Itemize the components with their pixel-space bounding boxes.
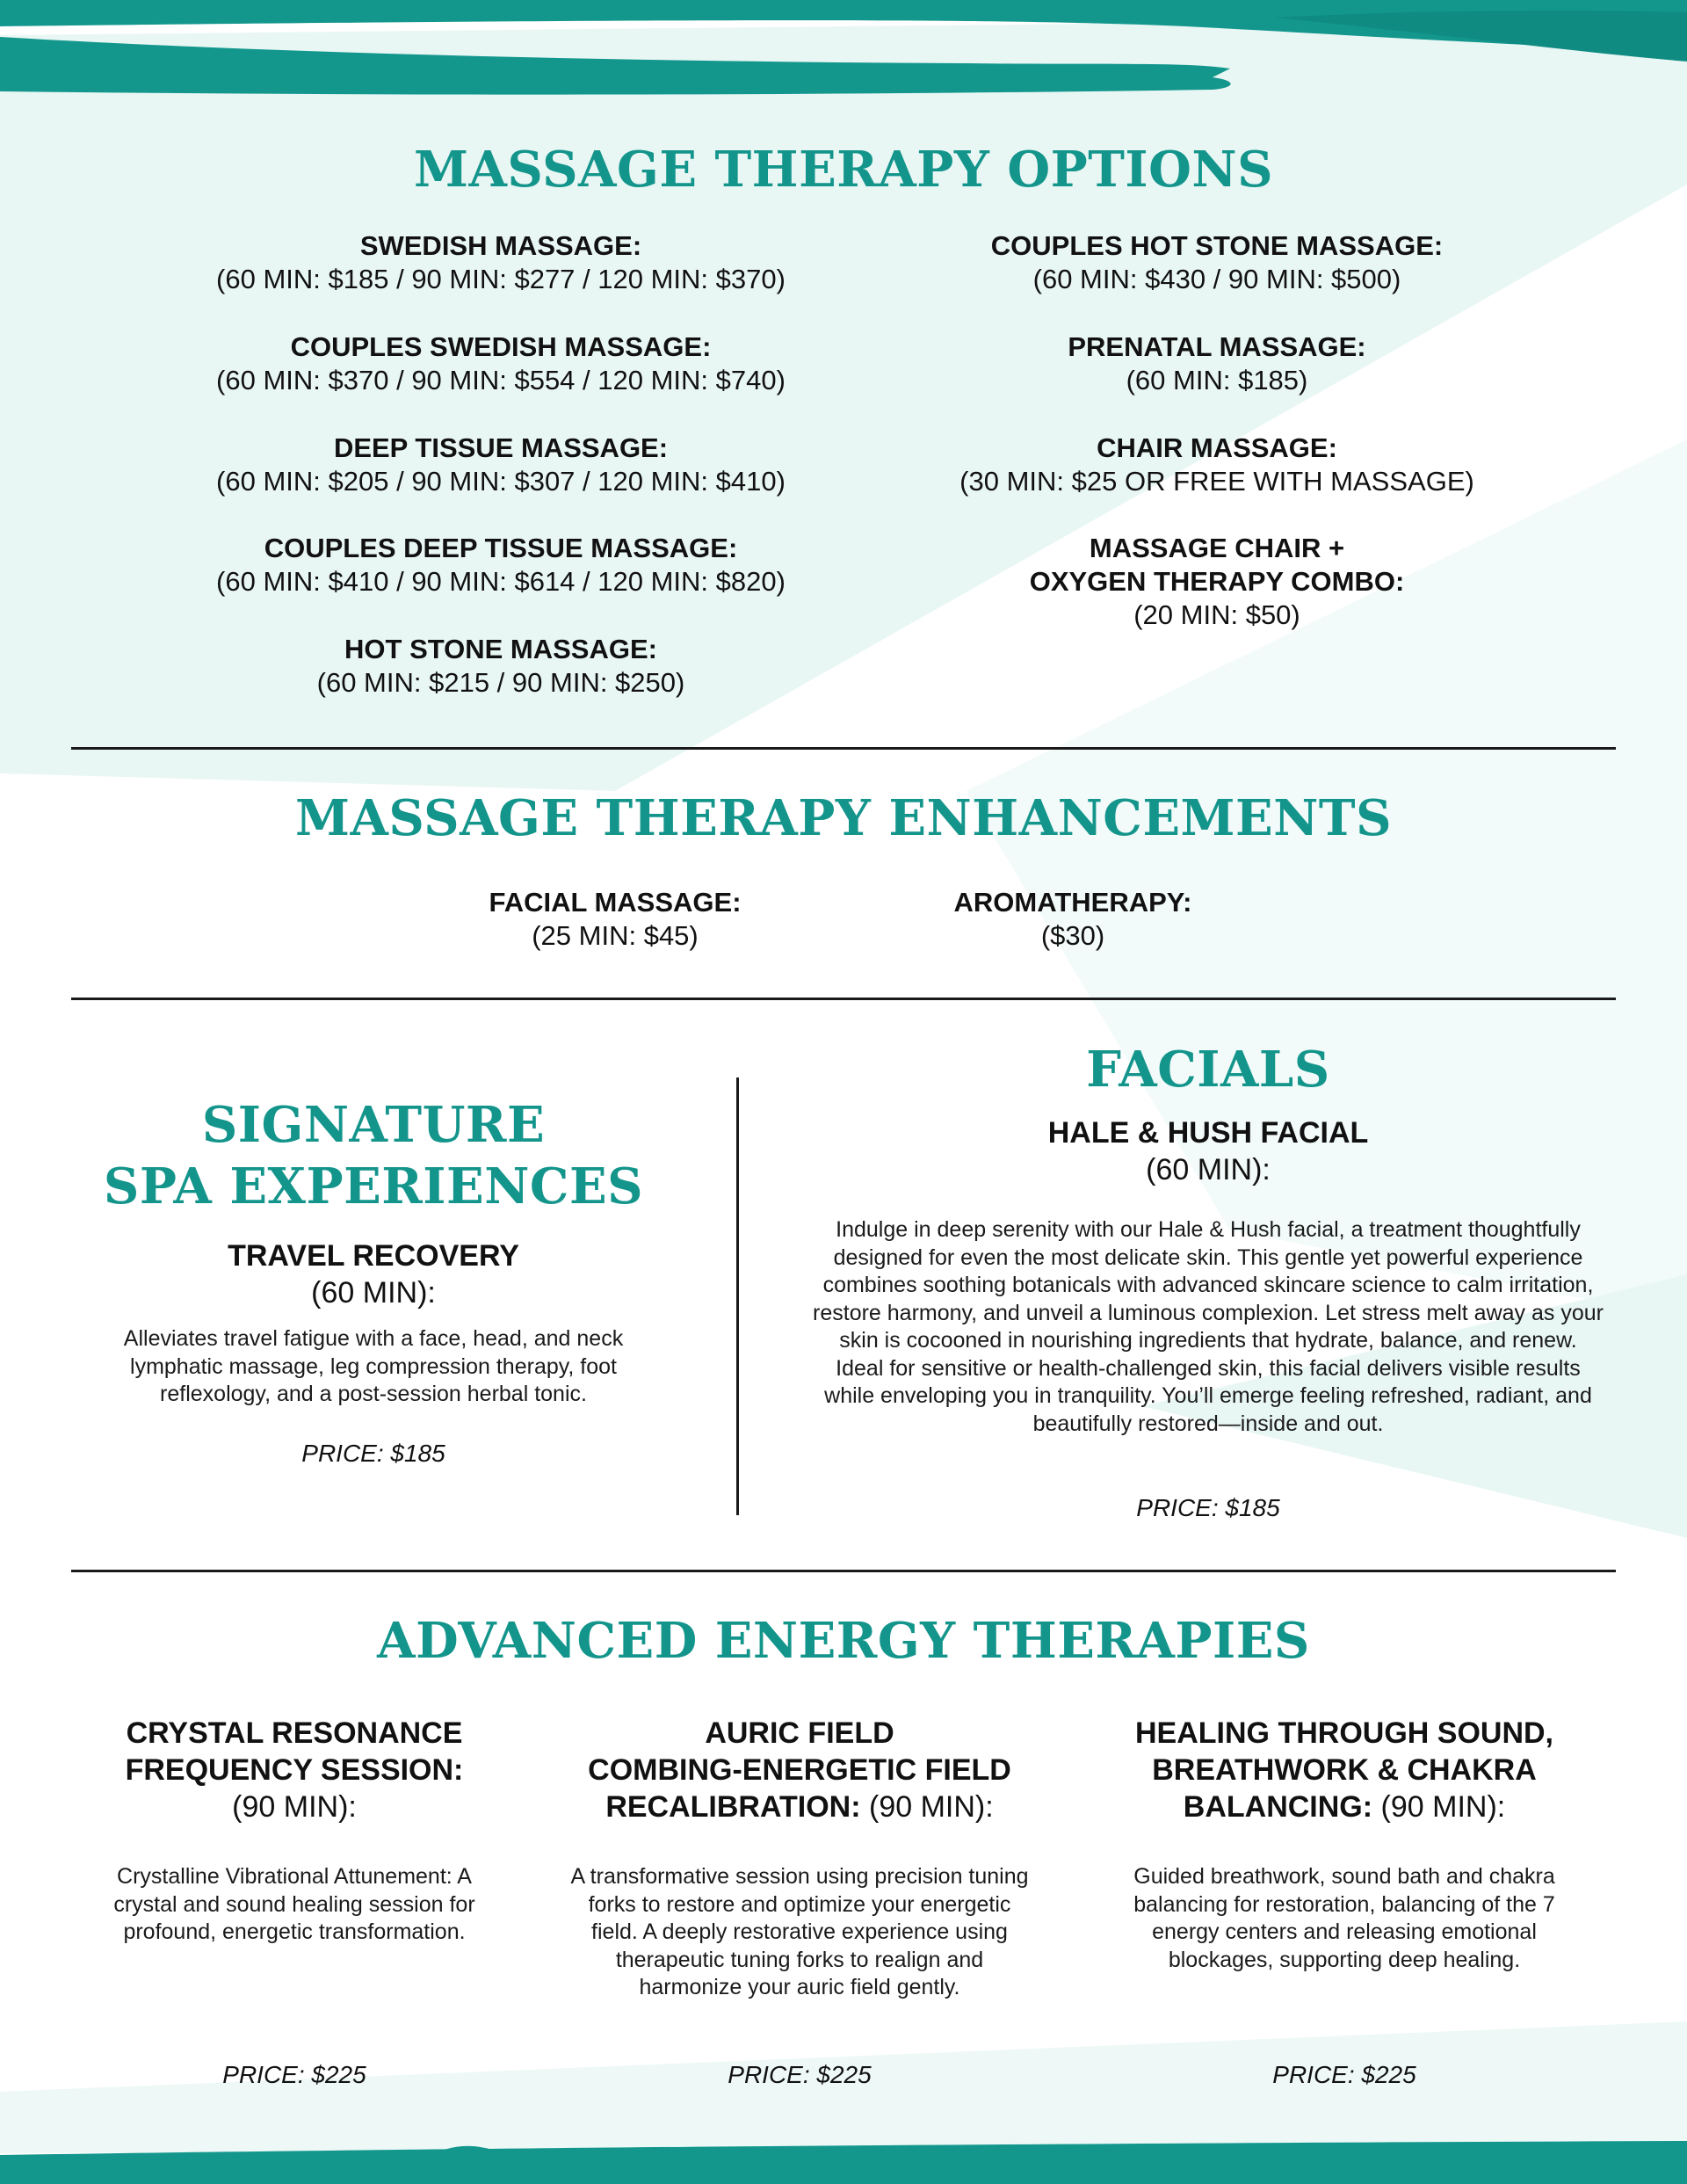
prenatal-massage-label: PRENATAL MASSAGE: — [1068, 331, 1366, 362]
deep-tissue-massage-label: DEEP TISSUE MASSAGE: — [333, 432, 669, 463]
facial-massage-price: (25 MIN: $45) — [532, 920, 699, 951]
hot-stone-massage-item — [114, 633, 887, 700]
chair-massage-item — [844, 432, 1590, 498]
crystal-resonance-title — [35, 1715, 554, 1825]
massage-chair-oxygen-label-line1: MASSAGE CHAIR + — [1089, 533, 1345, 563]
couples-swedish-massage-price: (60 MIN: $370 / 90 MIN: $554 / 120 MIN: $740) — [216, 365, 786, 395]
divider-2 — [71, 998, 1616, 1000]
deep-tissue-massage-price: (60 MIN: $205 / 90 MIN: $307 / 120 MIN: $410) — [216, 466, 786, 497]
massage-chair-oxygen-label-line2: OXYGEN THERAPY COMBO: — [1029, 566, 1405, 597]
deep-tissue-massage-item — [114, 432, 887, 498]
auric-field-title-line3 — [536, 1789, 1063, 1825]
facials-title: FACIALS — [1086, 1041, 1330, 1099]
enhancements-title: MASSAGE THERAPY ENHANCEMENTS — [294, 789, 1393, 847]
auric-field-description: A transformative session using precision tuning forks to restore and optimize your energetic field. A deeply restorative experience using therapeutic tuning forks to realign and harmonize your auric field gently. — [570, 1864, 1029, 1999]
aromatherapy-item — [853, 886, 1292, 953]
travel-recovery-price: PRICE: $185 — [301, 1440, 445, 1467]
auric-field-duration: (90 MIN): — [869, 1790, 994, 1824]
hale-hush-facial-description: Indulge in deep serenity with our Hale & Hush facial, a treatment thoughtfully designed for even the most delicate skin. This gentle yet powerful experience combines soothing botanicals with advanced skincare science to calm irritation, restore harmony, and unveil a luminous complexion. Let stress melt away as your skin is cocooned in nourishing ingredients that hydrate, balance, and renew. Ideal for sensitive or health-challenged skin, this facial delivers visible results while enveloping you in tranquility. You’ll emerge feeling refreshed, radiant, and beautifully restored—inside and out. — [813, 1217, 1604, 1436]
couples-hot-stone-massage-item — [844, 229, 1590, 296]
hot-stone-massage-price: (60 MIN: $215 / 90 MIN: $250) — [316, 667, 685, 698]
healing-sound-description: Guided breathwork, sound bath and chakra balancing for restoration, balancing of the 7 energy centers and releasing emotional blockages, supporting deep healing. — [1133, 1864, 1555, 1972]
crystal-resonance-title-line1: CRYSTAL RESONANCE — [126, 1716, 463, 1750]
travel-recovery-duration: (60 MIN): — [311, 1276, 436, 1310]
couples-deep-tissue-massage-price: (60 MIN: $410 / 90 MIN: $614 / 120 MIN: $820) — [216, 566, 786, 597]
crystal-resonance-duration: (90 MIN): — [232, 1790, 357, 1824]
auric-field-price: PRICE: $225 — [728, 2061, 872, 2088]
couples-deep-tissue-massage-label: COUPLES DEEP TISSUE MASSAGE: — [264, 533, 738, 563]
signature-title-line2: SPA EXPERIENCES — [103, 1157, 644, 1215]
healing-sound-duration: (90 MIN): — [1380, 1790, 1506, 1824]
hale-hush-facial-price: PRICE: $185 — [1136, 1494, 1280, 1521]
healing-sound-title-line3 — [1081, 1789, 1608, 1825]
couples-swedish-massage-item — [114, 330, 887, 397]
crystal-resonance-price: PRICE: $225 — [222, 2061, 366, 2088]
massage-chair-oxygen-combo-item — [844, 532, 1590, 632]
healing-sound-title-line3-bold: BALANCING: — [1183, 1790, 1373, 1824]
aromatherapy-price: ($30) — [1040, 920, 1105, 951]
swedish-massage-label: SWEDISH MASSAGE: — [359, 230, 642, 261]
signature-title-line1: SIGNATURE — [201, 1096, 546, 1154]
prenatal-massage-item — [844, 330, 1590, 397]
massage-options-title: MASSAGE THERAPY OPTIONS — [413, 141, 1274, 199]
divider-1 — [71, 747, 1616, 750]
auric-field-title-line2: COMBING-ENERGETIC FIELD — [588, 1753, 1011, 1787]
couples-deep-tissue-massage-item — [114, 532, 887, 599]
couples-swedish-massage-label: COUPLES SWEDISH MASSAGE: — [290, 331, 712, 362]
prenatal-massage-price: (60 MIN: $185) — [1126, 365, 1308, 395]
crystal-resonance-title-line2: FREQUENCY SESSION: — [125, 1753, 464, 1787]
chair-massage-label: CHAIR MASSAGE: — [1097, 432, 1337, 463]
hale-hush-facial-duration: (60 MIN): — [1146, 1153, 1271, 1186]
signature-title — [66, 1094, 681, 1217]
hale-hush-facial-title: HALE & HUSH FACIAL — [1047, 1116, 1369, 1150]
auric-field-title-line1: AURIC FIELD — [705, 1716, 894, 1750]
swedish-massage-item — [114, 229, 887, 296]
healing-sound-title-line2: BREATHWORK & CHAKRA — [1152, 1753, 1537, 1787]
couples-hot-stone-massage-price: (60 MIN: $430 / 90 MIN: $500) — [1032, 264, 1401, 294]
healing-sound-title — [1081, 1715, 1608, 1825]
healing-sound-price: PRICE: $225 — [1272, 2061, 1416, 2088]
auric-field-title-line3-bold: RECALIBRATION: — [605, 1790, 861, 1824]
hot-stone-massage-label: HOT STONE MASSAGE: — [344, 634, 657, 664]
facial-massage-label: FACIAL MASSAGE: — [489, 887, 742, 918]
facial-massage-item — [395, 886, 835, 953]
aromatherapy-label: AROMATHERAPY: — [953, 887, 1192, 918]
auric-field-title — [536, 1715, 1063, 1825]
travel-recovery-title: TRAVEL RECOVERY — [228, 1239, 519, 1273]
couples-hot-stone-massage-label: COUPLES HOT STONE MASSAGE: — [990, 230, 1444, 261]
travel-recovery-description: Alleviates travel fatigue with a face, head, and neck lymphatic massage, leg compression therapy, foot reflexology, and a post-session herbal tonic. — [123, 1326, 624, 1406]
healing-sound-title-line1: HEALING THROUGH SOUND, — [1135, 1716, 1553, 1750]
divider-3 — [71, 1570, 1616, 1572]
energy-title: ADVANCED ENERGY THERAPIES — [377, 1612, 1310, 1670]
massage-chair-oxygen-price: (20 MIN: $50) — [1133, 599, 1300, 630]
chair-massage-price: (30 MIN: $25 OR FREE WITH MASSAGE) — [959, 466, 1474, 497]
swedish-massage-price: (60 MIN: $185 / 90 MIN: $277 / 120 MIN: $370) — [216, 264, 786, 294]
vertical-divider — [736, 1077, 739, 1515]
crystal-resonance-description: Crystalline Vibrational Attunement: A crystal and sound healing session for profound, energetic transformation. — [113, 1864, 475, 1944]
